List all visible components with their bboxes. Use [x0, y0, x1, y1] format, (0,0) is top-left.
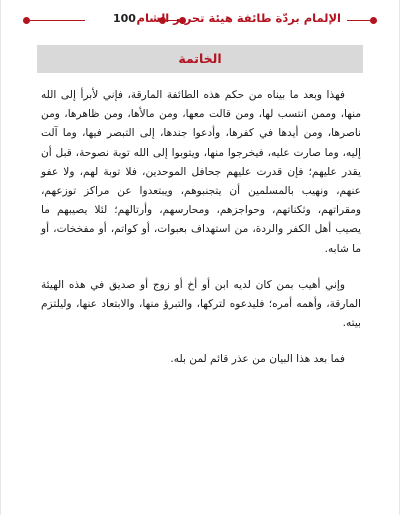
section-heading: الخاتمة	[37, 45, 363, 73]
page-header	[27, 10, 373, 30]
header-ornament-dot	[370, 17, 377, 24]
header-rule-left	[27, 20, 85, 21]
page-number: 100	[113, 12, 136, 25]
paragraph: فهذا وبعد ما بيناه من حكم هذه الطائفة المارقة، فإني لأبرأ إلى الله منها، وممن انتسب لها، ومن قالت معها، ومن مالأها، ومن ظاهرها، ومن ناصرها، ومن أيدها في كفرها، وأدعوا جندها، إلى التبصر فيها، وما آلت إليه، وما صارت عليه، فيخرجوا منها، ويتوبوا إلى الله توبة نصوحة، قبل أن يقدر عليهم؛ فإن قدرت عليهم جحافل الموحدين، فلا توبة لهم، ولا عفو عنهم، ونهيب بالمسلمين أن يتجنبوهم، ويبتعدوا عن مراكز توزعهم، ومقراتهم، وثكناتهم، وحواجزهم، ومحارسهم، وأرتالهم؛ لئلا يصيبهم ما يصيب أهل الكفر والردة، من استهداف بعبوات، أو كواتم، أو مفخخات، أو ما شابه.	[41, 89, 361, 255]
paragraph: وإني أهيب بمن كان لديه ابن أو أخ أو زوج أو صديق في هذه الهيئة المارقة، وأهمه أمره؛ فليدعوه لتركها، والتبرؤ منها، والابتعاد عنها، وليلتزم بيته.	[41, 278, 361, 330]
header-ornament-dot	[23, 17, 30, 24]
body-text	[41, 86, 361, 387]
paragraph: فما بعد هذا البيان من عذر قائم لمن بله.	[170, 353, 345, 366]
running-title: الإلمام بردّة طائفة هيئة تحرير الشام	[136, 11, 341, 25]
